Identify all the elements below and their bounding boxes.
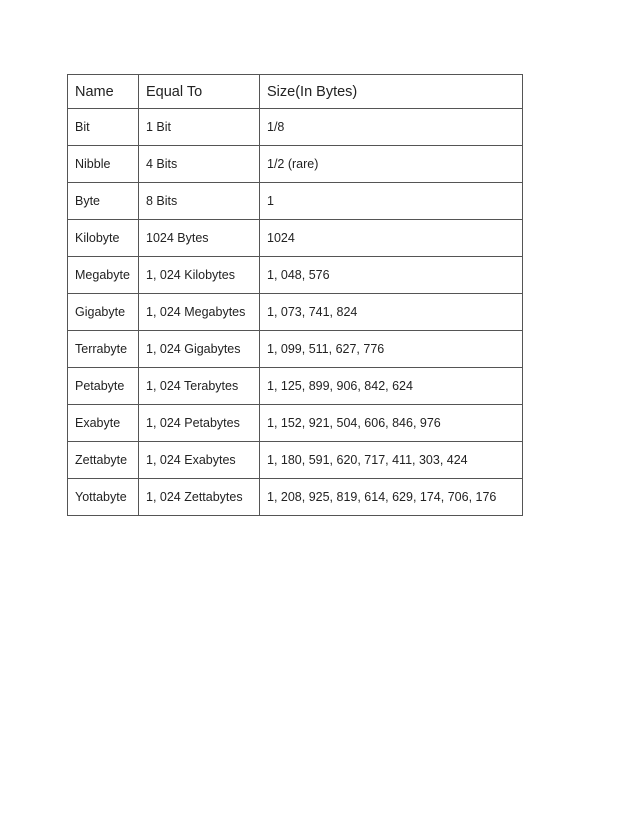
cell-size: 1, 099, 511, 627, 776 xyxy=(260,331,523,368)
cell-name: Bit xyxy=(68,109,139,146)
cell-equal-to: 1, 024 Petabytes xyxy=(139,405,260,442)
table-row xyxy=(68,146,523,183)
cell-equal-to: 8 Bits xyxy=(139,183,260,220)
header-row xyxy=(68,75,523,109)
cell-equal-to: 4 Bits xyxy=(139,146,260,183)
cell-name: Zettabyte xyxy=(68,442,139,479)
cell-size: 1/2 (rare) xyxy=(260,146,523,183)
cell-name: Exabyte xyxy=(68,405,139,442)
cell-size: 1024 xyxy=(260,220,523,257)
cell-size: 1, 180, 591, 620, 717, 411, 303, 424 xyxy=(260,442,523,479)
table-body xyxy=(68,109,523,516)
cell-name: Megabyte xyxy=(68,257,139,294)
cell-size: 1, 208, 925, 819, 614, 629, 174, 706, 176 xyxy=(260,479,523,516)
table-row xyxy=(68,109,523,146)
cell-name: Byte xyxy=(68,183,139,220)
cell-name: Gigabyte xyxy=(68,294,139,331)
data-size-table xyxy=(67,74,523,516)
table-row xyxy=(68,405,523,442)
table-row xyxy=(68,368,523,405)
cell-size: 1, 125, 899, 906, 842, 624 xyxy=(260,368,523,405)
cell-size: 1/8 xyxy=(260,109,523,146)
cell-equal-to: 1, 024 Gigabytes xyxy=(139,331,260,368)
cell-name: Terrabyte xyxy=(68,331,139,368)
cell-size: 1, 152, 921, 504, 606, 846, 976 xyxy=(260,405,523,442)
table-row xyxy=(68,331,523,368)
table-row xyxy=(68,183,523,220)
table-row xyxy=(68,442,523,479)
cell-equal-to: 1, 024 Zettabytes xyxy=(139,479,260,516)
header-name: Name xyxy=(68,75,139,109)
header-equal-to: Equal To xyxy=(139,75,260,109)
cell-name: Kilobyte xyxy=(68,220,139,257)
table-header xyxy=(68,75,523,109)
cell-size: 1 xyxy=(260,183,523,220)
table-row xyxy=(68,294,523,331)
cell-name: Nibble xyxy=(68,146,139,183)
table-row xyxy=(68,220,523,257)
cell-size: 1, 048, 576 xyxy=(260,257,523,294)
cell-name: Yottabyte xyxy=(68,479,139,516)
cell-equal-to: 1, 024 Exabytes xyxy=(139,442,260,479)
cell-equal-to: 1 Bit xyxy=(139,109,260,146)
header-size: Size(In Bytes) xyxy=(260,75,523,109)
cell-equal-to: 1024 Bytes xyxy=(139,220,260,257)
cell-size: 1, 073, 741, 824 xyxy=(260,294,523,331)
cell-equal-to: 1, 024 Kilobytes xyxy=(139,257,260,294)
cell-equal-to: 1, 024 Megabytes xyxy=(139,294,260,331)
table-row xyxy=(68,257,523,294)
cell-equal-to: 1, 024 Terabytes xyxy=(139,368,260,405)
table-row xyxy=(68,479,523,516)
cell-name: Petabyte xyxy=(68,368,139,405)
